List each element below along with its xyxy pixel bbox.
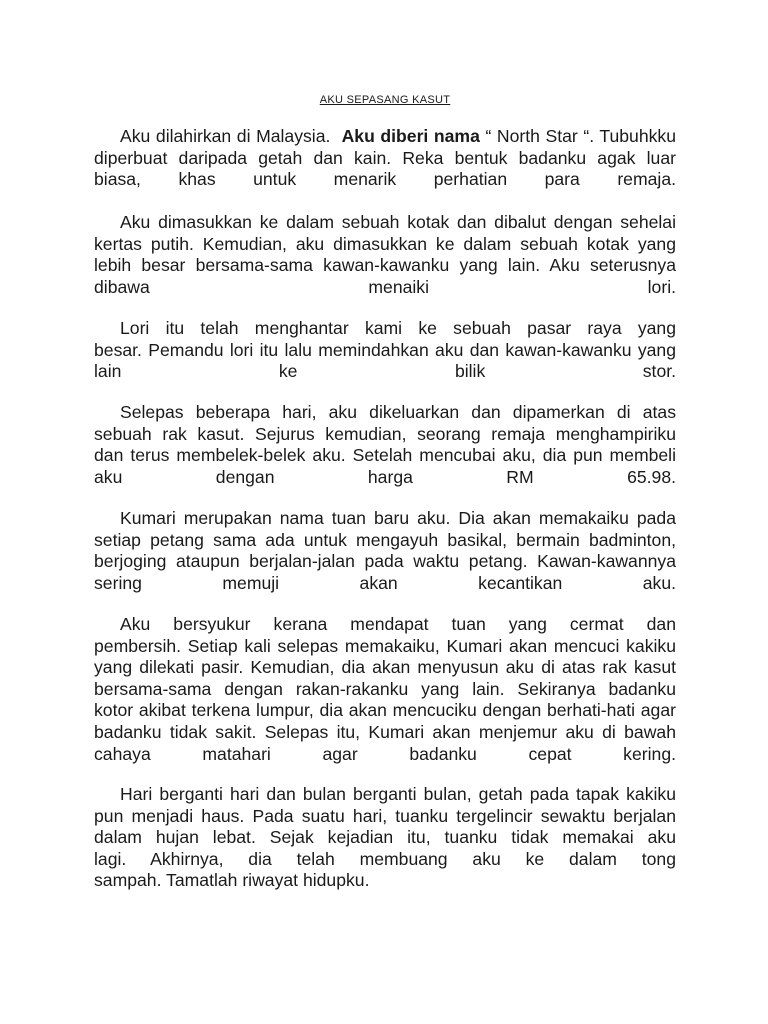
- paragraph-line: Hari berganti hari dan bulan berganti bulan, getah pada tapak kakiku: [120, 784, 676, 804]
- paragraph-line: dibawa menaiki lori.: [94, 276, 676, 297]
- paragraph-7: [94, 784, 676, 892]
- paragraph-line: dalam hujan lebat. Sejak kejadian itu, tuanku tidak memakai aku: [94, 827, 676, 848]
- paragraph-line: Selepas beberapa hari, aku dikeluarkan dan dipamerkan di atas: [120, 402, 676, 422]
- paragraph-3: [94, 318, 676, 383]
- paragraph-line: lagi. Akhirnya, dia telah membuang aku ke dalam tong: [94, 848, 676, 869]
- paragraph-1: [94, 126, 676, 191]
- paragraph-line: Aku dimasukkan ke dalam sebuah kotak dan dibalut dengan sehelai: [120, 212, 676, 232]
- paragraph-line: kotor akibat terkena lumpur, dia akan mencuciku dengan berhati-hati agar: [94, 700, 676, 721]
- paragraph-line: dan terus membelek-belek aku. Setelah mencubai aku, dia pun membeli: [94, 445, 676, 466]
- paragraph-line: lain ke bilik stor.: [94, 361, 676, 382]
- paragraph-2: [94, 212, 676, 298]
- paragraph-line: kertas putih. Kemudian, aku dimasukkan ke dalam sebuah kotak yang: [94, 233, 676, 254]
- paragraph-line: berjoging ataupun berjalan-jalan pada waktu petang. Kawan-kawannya: [94, 551, 676, 572]
- paragraph-line: Aku bersyukur kerana mendapat tuan yang cermat dan: [120, 614, 676, 634]
- paragraph-line: Lori itu telah menghantar kami ke sebuah pasar raya yang: [120, 318, 676, 338]
- paragraph-line: pun menjadi haus. Pada suatu hari, tuanku tergelincir sewaktu berjalan: [94, 805, 676, 826]
- paragraph-line: badanku tidak sakit. Selepas itu, Kumari akan menjemur aku di bawah: [94, 721, 676, 742]
- paragraph-line: setiap petang sama ada untuk mengayuh basikal, bermain badminton,: [94, 529, 676, 550]
- paragraph-6: [94, 614, 676, 765]
- paragraph-5: [94, 508, 676, 594]
- paragraph-line: Kumari merupakan nama tuan baru aku. Dia akan memakaiku pada: [120, 508, 676, 528]
- paragraph-line: aku dengan harga RM 65.98.: [94, 466, 676, 487]
- paragraph-line: yang dilekati pasir. Kemudian, dia akan menyusun aku di atas rak kasut: [94, 657, 676, 678]
- paragraph-line: cahaya matahari agar badanku cepat kering.: [94, 743, 676, 764]
- paragraph-line: besar. Pemandu lori itu lalu memindahkan aku dan kawan-kawanku yang: [94, 339, 676, 360]
- paragraph-line: sampah. Tamatlah riwayat hidupku.: [94, 870, 370, 891]
- paragraph-line: sebuah rak kasut. Sejurus kemudian, seorang remaja menghampiriku: [94, 423, 676, 444]
- paragraph-line: diperbuat daripada getah dan kain. Reka bentuk badanku agak luar: [94, 147, 676, 168]
- paragraph-line: pembersih. Setiap kali selepas memakaiku, Kumari akan mencuci kakiku: [94, 635, 676, 656]
- paragraph-line: lebih besar bersama-sama kawan-kawanku yang lain. Aku seterusnya: [94, 255, 676, 276]
- paragraph-line: biasa, khas untuk menarik perhatian para remaja.: [94, 169, 676, 190]
- paragraph-line: sering memuji akan kecantikan aku.: [94, 572, 676, 593]
- paragraph-line: bersama-sama dengan rakan-rakanku yang lain. Sekiranya badanku: [94, 678, 676, 699]
- paragraph-line: Aku dilahirkan di Malaysia. Aku diberi nama “ North Star “. Tubuhkku: [120, 126, 676, 146]
- paragraph-4: [94, 402, 676, 488]
- document-title: AKU SEPASANG KASUT: [319, 94, 451, 106]
